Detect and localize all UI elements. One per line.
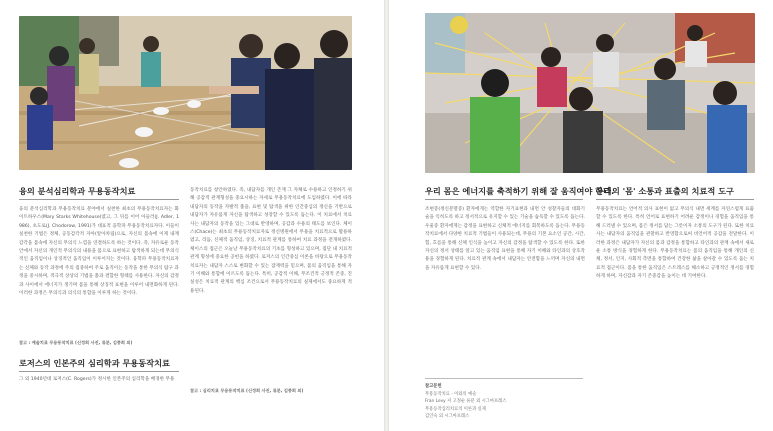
right-column-1-text: 조현증(정신분열증) 환자에게는 역할한 자기표현과 내면 안 성찰자들의 대화기술을 익히도록 하고 정서적으로 유지할 수 있는 기술을 습득할 수 있도록 돕는다. 우울증 환자에게는 감정을 표현하고 신체적 에너지를 회복하도록 돕는다. 무용동작치료에서 다양한 치료적 기법들이 사용되는데, 무용의 기본 요소인 공간, 시간, 힘, 흐름을 통해 신체 인식을 높이고 자신의 감정을 탐색할 수 있도록 한다. 또한 자신의 정서 상태를 알고 있는 움직임 표현을 통해 자기 이해와 타인과의 상호작용을 경험하게 된다. 치료적 관계 속에서 내담자는 안전함을 느끼며 자신의 내면을 자유롭게 표현할 수 있다. — [425, 207, 585, 271]
left-column-1-tail: 그 외 1940년대 로저스(C. Rogers)가 정시한 인본주의 심리학을 배경한 무용 — [19, 377, 175, 382]
left-column-1-text: 융의 분석심리학과 무용동작치료 분야에서 실천한 최초의 무용동작치료자는 화이트하우스(Mary Starks Whitehouse)였고, 그 뒤를 이어 아들러(J. Adler, 1986), 초도로(J. Chodorow, 1991)가 대표적 융학파 무용동작치료자다. 이들이 실천한 기법은 정체, 공동감각적 자아(알아차림)으로, 자신의 몸속에 이제 내재 감각을 몸속에 자신의 무의식 느낌을 연결하도록 하는 것이다. 즉, 자유로운 동작 안에서 자신의 개인적 무의식의 내용을 몸으로 표현하고 탐색하게 되는데 무의식적인 움직임이나 상징적인 움직임이 이루어지는 것이다. 융학파 무용동작치료자는 신체와 동작 과정에 주의 집중하여 주로 움직이는 동작을 통한 무의식 탐구 과정을 중시하며, 적극적 상상의 기법을 춤과 결합한 형태를 사용한다. 자신의 감정과 사이에서 에너지가 생기며 몸을 통해 상징적 표현을 이루어 내면화하게 된다. 이러한 과정은 무의식과 의식의 통합을 이루게 하는 것이다. — [19, 207, 179, 297]
right-page — [389, 0, 773, 431]
left-column-2-text: 동작치료를 창안하였다. 즉, 내담자를 개인 존재 그 자체로 수용하고 인정하기 위해 공감적 관계형성을 중요시하는 자세로 무용동작치료에 도입하였다. 이에 따라 내담자의 동작을 자발적 춤을, 표현 및 탐색을 위한 인간중심의 정신을 기반으로 내담자가 자유롭게 자신을 탐색하고 성장할 수 있도록 돕는다. 이 치료에서 치료사는 내담자의 동작을 있는 그대로 반영하며, 공감과 수용의 태도를 보인다. 체이스(Chace)는 최초의 무용동작치료자로 정신병원에서 무용을 치료적으로 활용하였고, 리듬, 신체적 움직임, 상징, 치료적 관계를 통하여 치료 과정을 전개하였다. 체이스의 접근은 오늘날 무용동작치료의 기초를 형성하고 있으며, 집단 내 치료적 관계 형성에 중요한 공헌을 하였다. 로저스의 인간중심 이론을 바탕으로 무용동작치료자는 내담자 스스로 변화할 수 있는 잠재력을 믿으며, 몸의 움직임을 통해 자기 이해와 통합에 이르도록 돕는다. 특히, 공감적 이해, 무조건적 긍정적 존중, 진실성은 치료적 관계의 핵심 조건으로서 무용동작치료의 실제에서도 중요하게 적용된다. — [190, 188, 352, 294]
left-caption-2: 참고 : 심리치료 무용동작치료 (신정희 사진, 류분, 김종희 외) — [190, 388, 304, 393]
right-column-2-text: 무용동작치료는 언어적 의사 표현이 없고 무의식 내면 세계를 자연스럽게 표출할 수 있도록 한다. 특히 언어로 표현하기 어려운 감정이나 경험을 움직임을 통해 드러낼 수 있으며, 몸은 정서를 담는 그릇이자 소통의 도구가 된다. 또한 치료사는 내담자의 움직임을 관찰하고 반영함으로써 비언어적 공감을 전달한다. 이러한 과정은 내담자가 자신의 몸과 감정을 통합하고 타인과의 관계 속에서 새로운 소통 방식을 경험하게 한다. 무용동작치료는 몸의 움직임을 통해 개인의 신체, 정서, 인지, 사회적 측면을 통합하여 건강한 삶을 살아갈 수 있도록 돕는 치료적 접근이다. 몸을 통한 움직임은 스트레스를 해소하고 긍정적인 정서를 경험하게 하며, 자신감과 자기 존중감을 높이는 데 기여한다. — [596, 207, 754, 280]
heading-rule-3 — [425, 199, 583, 200]
heading-rule-4 — [596, 199, 754, 200]
heading-rule-2 — [19, 371, 179, 372]
heading-rule-1 — [19, 199, 179, 200]
heading-body-communication: 우리의 '몸' 소통과 표출의 치료적 도구 — [596, 186, 734, 196]
reference-line: 무용동작치료 - 이와의 예술 — [425, 391, 477, 397]
credit-rule — [425, 378, 583, 379]
heading-jung-analytical: 융의 분석심리학과 무용동작치료 — [19, 186, 136, 196]
left-caption-1: 참고 : 예술치료 무용동작치료 (신정희 사진, 류분, 김종희 외) — [19, 340, 133, 345]
reference-line: 무용동작심리치료의 이론과 실제 — [425, 406, 486, 412]
photo-illustration-left — [19, 16, 352, 170]
reference-title: 참고문헌 — [425, 384, 442, 389]
heading-body-energy: 우리 몸은 에너지를 축적하기 위해 잘 움직여야 한다. — [425, 186, 615, 196]
left-page — [0, 0, 384, 431]
heading-rogers-humanistic: 로저스의 인본주의 심리학과 무용동작치료 — [19, 358, 170, 368]
reference-line: Fran Levy 저 고정순 류분 외 시그마프레스 — [425, 399, 507, 405]
photo-illustration-right — [425, 13, 755, 173]
therapy-photo-right — [425, 13, 755, 173]
reference-credits — [425, 383, 506, 421]
therapy-photo-left — [19, 16, 352, 170]
reference-line: 김인숙 외 시그마프레스 — [425, 414, 470, 420]
